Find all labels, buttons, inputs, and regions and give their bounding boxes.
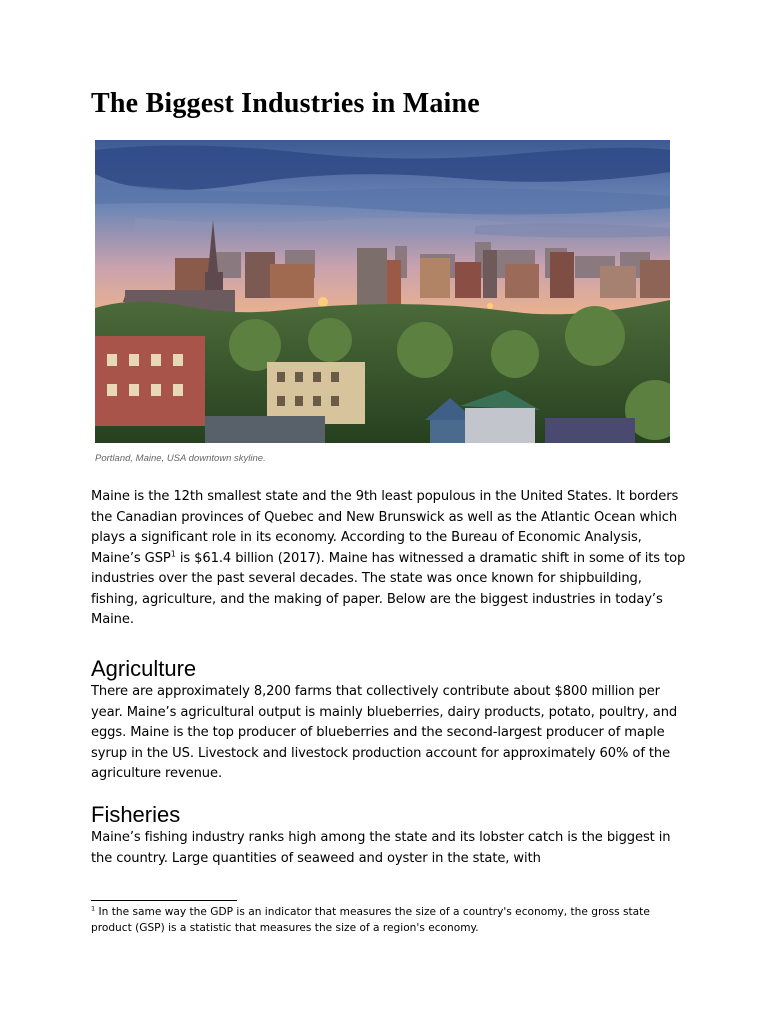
portland-skyline-photo	[95, 140, 670, 443]
section-heading-agriculture: Agriculture	[91, 656, 197, 681]
intro-paragraph	[91, 487, 691, 631]
document-title: The Biggest Industries in Maine	[91, 88, 480, 119]
intro-text-start: Maine is the 12th smallest state and the 9th least populous in the United States. It borders the Canadian provinces of Quebec and New Brunswick as well as the Atlantic Ocean which plays a significant role in its economy. According to the Bureau of Economic Analysis, Maine’s GSP	[91, 489, 679, 566]
footnote-divider	[91, 900, 237, 901]
agriculture-paragraph: There are approximately 8,200 farms that collectively contribute about $800 million per year. Maine’s agricultural output is mainly blueberries, dairy products, potato, poultry, and eggs. Maine is the top producer of blueberries and the second-largest producer of maple syrup in the US. Livestock and livestock production account for approximately 60% of the agriculture revenue.	[91, 684, 678, 781]
footnote-text: In the same way the GDP is an indicator that measures the size of a country's economy, the gross state product (GSP) is a statistic that measures the size of a region's economy.	[91, 906, 650, 934]
section-heading-fisheries: Fisheries	[91, 802, 181, 827]
footnote-reference: 1	[170, 548, 176, 559]
image-caption: Portland, Maine, USA downtown skyline.	[95, 453, 266, 464]
fisheries-paragraph: Maine’s fishing industry ranks high among the state and its lobster catch is the biggest in the country. Large quantities of seaweed and oyster in the state, with	[91, 830, 671, 866]
intro-text-end: is $61.4 billion (2017). Maine has witnessed a dramatic shift in some of its top industries over the past several decades. The state was once known for shipbuilding, fishing, agriculture, and the making of paper. Below are the biggest industries in today’s Maine.	[91, 550, 686, 627]
footnote-number: 1	[91, 904, 96, 913]
footnote	[91, 904, 691, 936]
